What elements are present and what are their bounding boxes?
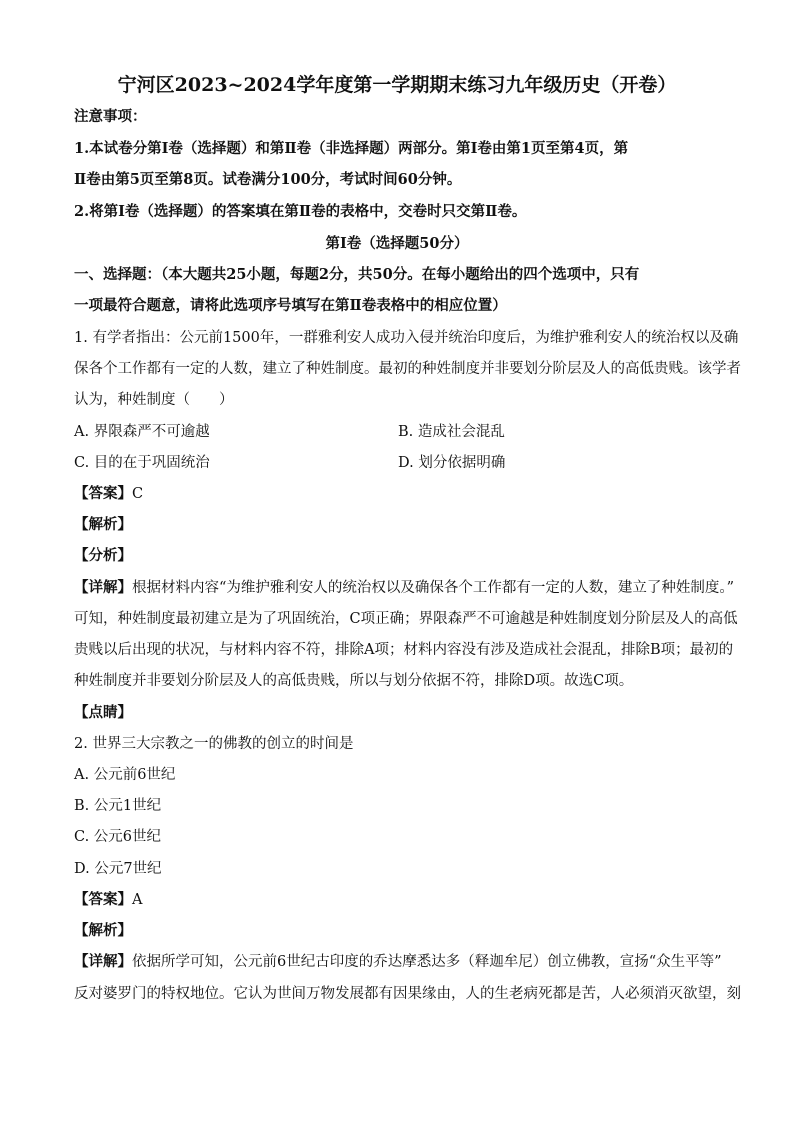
q2-option-d: D. 公元7世纪	[74, 861, 162, 877]
q2-detail-line-1	[74, 951, 722, 973]
q1-option-b: B. 造成社会混乱	[398, 424, 505, 440]
q2-stem: 2. 世界三大宗教之一的佛教的创立的时间是	[74, 736, 354, 752]
q1-option-c: C. 目的在于巩固统治	[74, 455, 210, 471]
q1-detail-tag: 【详解】	[74, 579, 132, 596]
section-intro-line-1: 一、选择题：（本大题共25小题，每题2分，共50分。在每小题给出的四个选项中，只有	[74, 266, 640, 283]
page-title: 宁河区2023~2024学年度第一学期期末练习九年级历史（开卷）	[117, 74, 677, 96]
section-intro-line-2: 一项最符合题意，请将此选项序号填写在第Ⅱ卷表格中的相应位置）	[74, 297, 507, 314]
q1-detail-line-1	[74, 577, 734, 599]
q2-answer	[74, 889, 142, 911]
q2-detail-tag: 【详解】	[74, 953, 132, 970]
q1-dianjing-tag: 【点睛】	[74, 704, 132, 721]
q2-answer-value: A	[132, 892, 143, 908]
q1-stem-line-2: 保各个工作都有一定的人数，建立了种姓制度。最初的种姓制度并非要划分阶层及人的高低贵贱。该学者	[74, 361, 741, 377]
q1-fenxi-tag: 【分析】	[74, 547, 132, 564]
section-title: 第Ⅰ卷（选择题50分）	[325, 235, 469, 252]
q2-option-b: B. 公元1世纪	[74, 798, 162, 814]
q1-detail-line-3: 贵贱以后出现的状况，与材料内容不符，排除A项；材料内容没有涉及造成社会混乱，排除B项；最初的	[74, 642, 734, 658]
notice-heading: 注意事项：	[74, 108, 147, 125]
q1-analysis-tag: 【解析】	[74, 516, 132, 533]
q2-option-a: A. 公元前6世纪	[74, 767, 176, 783]
notice-item-1-line-2: Ⅱ卷由第5页至第8页。试卷满分100分，考试时间60分钟。	[74, 171, 462, 188]
q2-option-c: C. 公元6世纪	[74, 829, 162, 845]
q1-option-d: D. 划分依据明确	[398, 455, 506, 471]
q1-answer-value: C	[132, 486, 144, 502]
q2-analysis-tag: 【解析】	[74, 922, 132, 939]
notice-item-2: 2.将第Ⅰ卷（选择题）的答案填在第Ⅱ卷的表格中，交卷时只交第Ⅱ卷。	[74, 203, 527, 220]
q2-detail-text-1: 依据所学可知，公元前6世纪古印度的乔达摩悉达多（释迦牟尼）创立佛教，宣扬“众生平等”	[132, 954, 722, 970]
q1-detail-line-2: 可知，种姓制度最初建立是为了巩固统治，C项正确；界限森严不可逾越是种姓制度划分阶层及人的高低	[74, 611, 738, 627]
q2-detail-line-2: 反对婆罗门的特权地位。它认为世间万物发展都有因果缘由，人的生老病死都是苦，人必须消灭欲望，刻	[74, 986, 741, 1002]
q1-stem-line-3: 认为，种姓制度（ ）	[74, 392, 234, 408]
q1-stem-line-1: 1. 有学者指出：公元前1500年，一群雅利安人成功入侵并统治印度后，为维护雅利安人的统治权以及确	[74, 330, 739, 346]
q1-answer-tag: 【答案】	[74, 485, 132, 502]
q1-option-a: A. 界限森严不可逾越	[74, 424, 210, 440]
q1-detail-line-4: 种姓制度并非要划分阶层及人的高低贵贱，所以与划分依据不符，排除D项。故选C项。	[74, 673, 634, 689]
q1-detail-text-1: 根据材料内容“为维护雅利安人的统治权以及确保各个工作都有一定的人数，建立了种姓制度。”	[132, 580, 735, 596]
q1-answer	[74, 483, 143, 505]
notice-item-1-line-1: 1.本试卷分第Ⅰ卷（选择题）和第Ⅱ卷（非选择题）两部分。第Ⅰ卷由第1页至第4页，第	[74, 140, 629, 157]
q2-answer-tag: 【答案】	[74, 891, 132, 908]
